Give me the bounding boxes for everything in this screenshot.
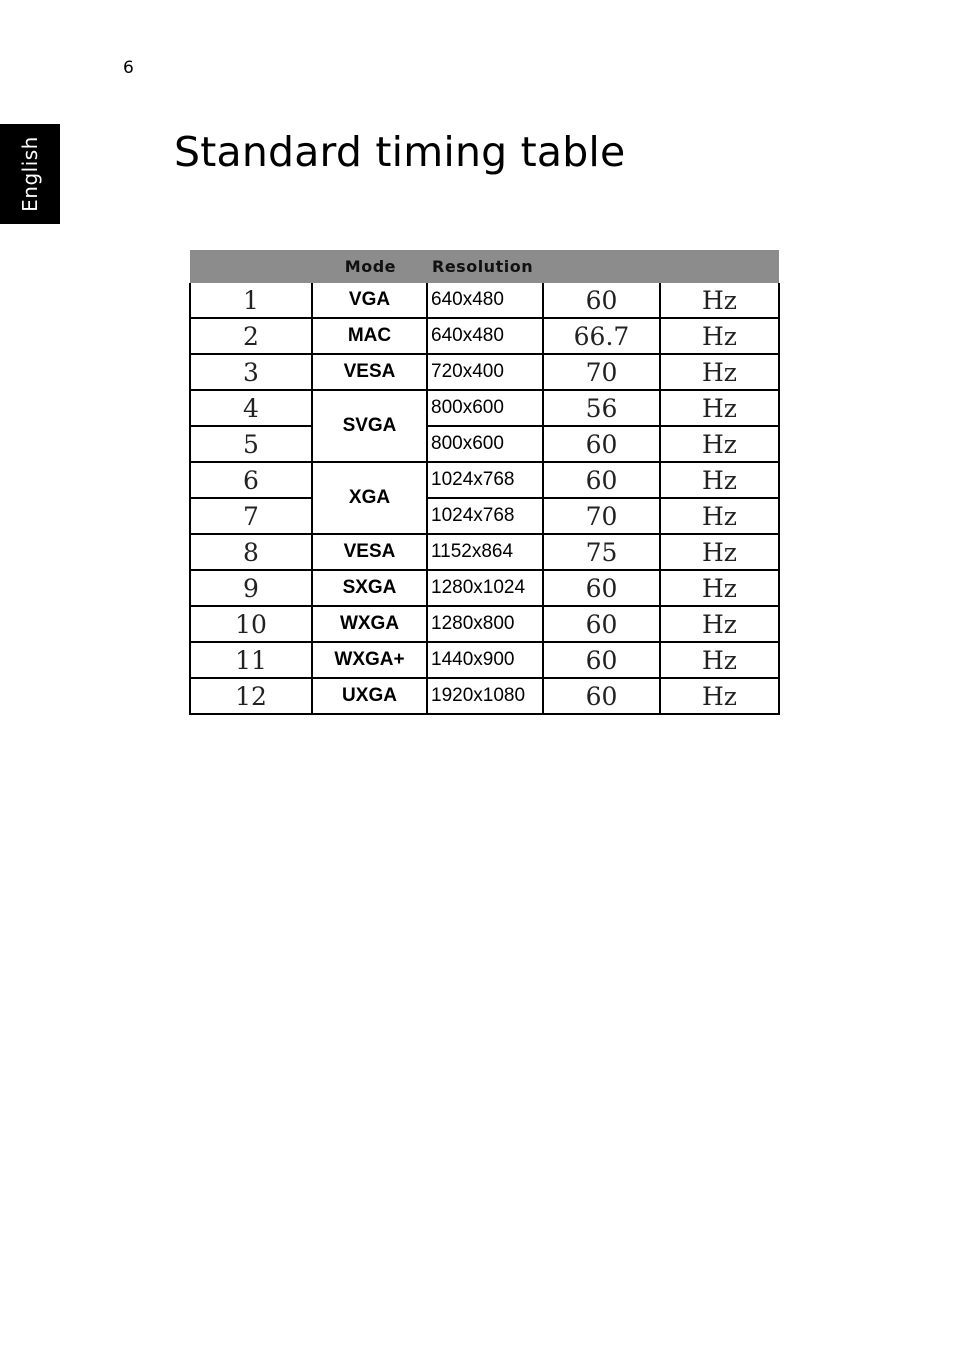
row-resolution: 720x400 [427,354,543,390]
row-index: 8 [190,534,312,570]
row-index: 12 [190,678,312,714]
row-mode: SVGA [312,390,427,462]
row-refresh-rate: 56 [543,390,660,426]
header-resolution: Resolution [427,250,779,283]
row-index: 2 [190,318,312,354]
row-refresh-rate: 60 [543,426,660,462]
table-row [190,570,779,606]
row-resolution: 800x600 [427,390,543,426]
row-index: 4 [190,390,312,426]
table-row [190,318,779,354]
row-mode: VESA [312,354,427,390]
language-tab [0,124,60,224]
row-unit: Hz [660,678,779,714]
page-number: 6 [123,58,134,78]
row-unit: Hz [660,354,779,390]
row-mode: VGA [312,283,427,318]
row-resolution: 1280x800 [427,606,543,642]
row-refresh-rate: 60 [543,462,660,498]
row-index: 9 [190,570,312,606]
row-resolution: 640x480 [427,283,543,318]
row-unit: Hz [660,283,779,318]
table-row [190,462,779,498]
language-tab-label: English [18,136,42,212]
header-mode: Mode [190,250,427,283]
row-unit: Hz [660,318,779,354]
row-index: 1 [190,283,312,318]
row-mode: VESA [312,534,427,570]
row-resolution: 1152x864 [427,534,543,570]
table-row [190,498,779,534]
row-index: 5 [190,426,312,462]
row-resolution: 1920x1080 [427,678,543,714]
row-index: 11 [190,642,312,678]
row-resolution: 1440x900 [427,642,543,678]
table-row [190,390,779,426]
row-mode: WXGA+ [312,642,427,678]
row-mode: XGA [312,462,427,534]
table-row [190,678,779,714]
timing-table [189,250,780,715]
table-row [190,642,779,678]
row-resolution: 1024x768 [427,498,543,534]
table-row [190,354,779,390]
table-row [190,606,779,642]
row-refresh-rate: 60 [543,642,660,678]
row-refresh-rate: 60 [543,606,660,642]
row-unit: Hz [660,534,779,570]
row-resolution: 1280x1024 [427,570,543,606]
row-resolution: 640x480 [427,318,543,354]
row-index: 3 [190,354,312,390]
row-refresh-rate: 75 [543,534,660,570]
row-unit: Hz [660,462,779,498]
row-unit: Hz [660,426,779,462]
row-unit: Hz [660,390,779,426]
row-mode: SXGA [312,570,427,606]
row-refresh-rate: 60 [543,570,660,606]
row-refresh-rate: 70 [543,354,660,390]
row-refresh-rate: 60 [543,678,660,714]
row-unit: Hz [660,570,779,606]
table-row [190,426,779,462]
row-index: 10 [190,606,312,642]
table-row [190,283,779,318]
row-index: 6 [190,462,312,498]
table-row [190,534,779,570]
row-mode: UXGA [312,678,427,714]
row-unit: Hz [660,498,779,534]
row-index: 7 [190,498,312,534]
row-unit: Hz [660,642,779,678]
row-mode: MAC [312,318,427,354]
row-refresh-rate: 66.7 [543,318,660,354]
row-resolution: 800x600 [427,426,543,462]
row-resolution: 1024x768 [427,462,543,498]
row-unit: Hz [660,606,779,642]
row-refresh-rate: 60 [543,283,660,318]
page-title: Standard timing table [174,128,626,176]
table-header-row [190,250,779,283]
row-mode: WXGA [312,606,427,642]
row-refresh-rate: 70 [543,498,660,534]
